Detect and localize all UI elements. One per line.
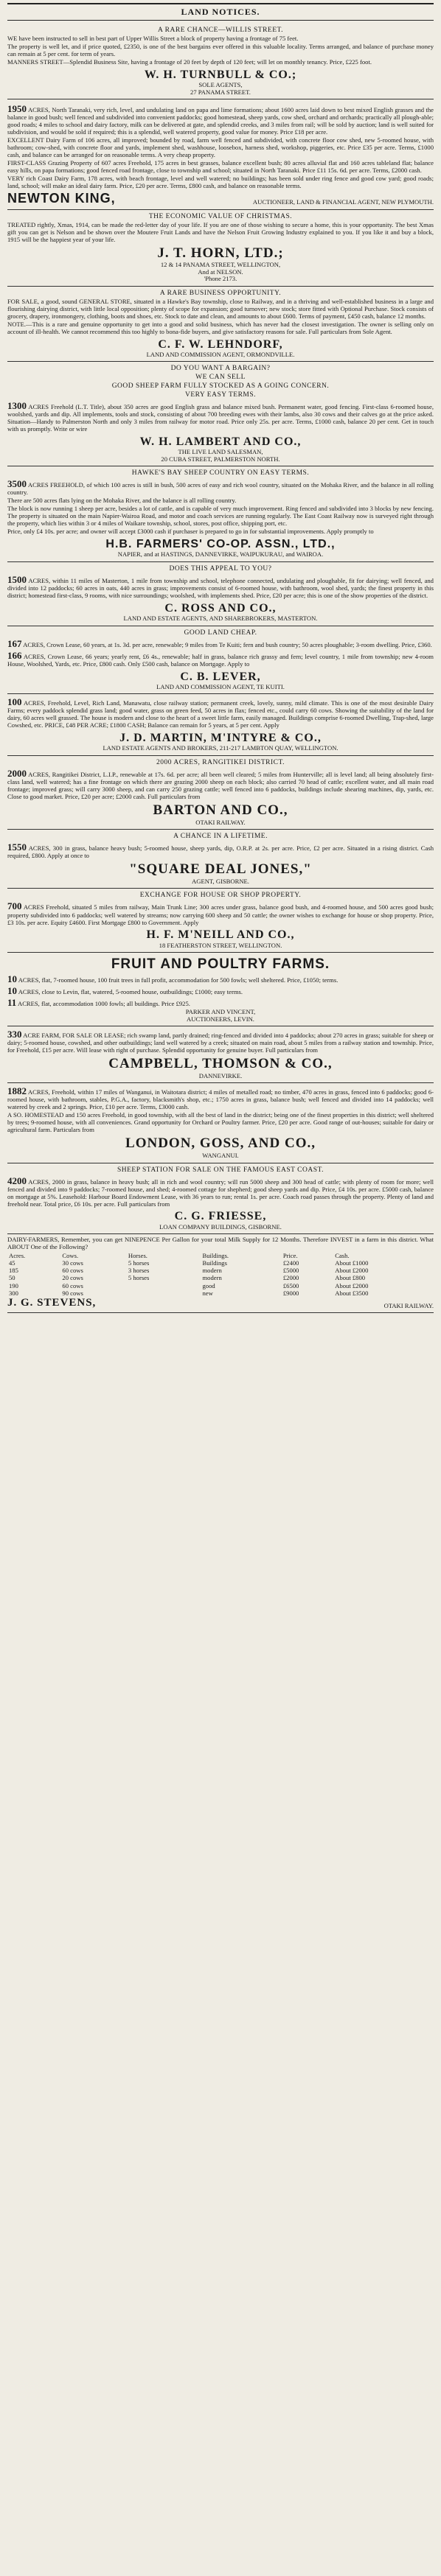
table-header-row [7, 1252, 434, 1259]
col-header: Price. [282, 1252, 298, 1260]
cell [192, 1267, 201, 1274]
agent-address: 12 & 14 PANAMA STREET, WELLINGTON, [160, 261, 281, 269]
agent-name: C. G. FRIESSE, [174, 1210, 267, 1223]
ad-text [7, 1175, 434, 1208]
acreage: 2000 [7, 767, 27, 779]
agent-role: LAND AND ESTATE AGENTS, AND SHAREBROKERS, MASTERTON. [123, 615, 318, 623]
ad-text [7, 400, 434, 433]
col-header: Cows. [62, 1252, 79, 1260]
cell: new [202, 1289, 213, 1297]
agent-name: H. F. M'NEILL AND CO., [146, 928, 295, 942]
agent-name: J. D. MARTIN, M'INTYRE & CO., [119, 732, 322, 745]
ad-headline: SHEEP STATION FOR SALE ON THE FAMOUS EAST COAST. [117, 1166, 324, 1174]
cell: Buildings [202, 1259, 227, 1267]
cell [127, 1282, 193, 1289]
agent-name: C. B. LEVER, [180, 670, 261, 683]
ad-square-deal-jones [7, 830, 434, 889]
ad-campbell-thomson [7, 1026, 434, 1083]
ad-text [7, 985, 434, 996]
cell: 50 [9, 1274, 15, 1282]
ad-headline: THE ECONOMIC VALUE OF CHRISTMAS. [148, 212, 293, 220]
ad-text: Price, only £4 10s. per acre; and owner will accept £3000 cash if purchaser is prepared to go in for substantial improvements. Apply promptly to [7, 528, 374, 536]
cell [192, 1274, 201, 1281]
ad-text [7, 103, 434, 136]
ad-text: ACRES, Freehold, within 17 miles of Wanganui, in Waitotara district; 4 miles of metalled road; no timber, 470 acres in grass, fenced into 6 paddocks; good 6-roomed house, with bathroom, stables, P.G.A., factory, blacksmith's shop, etc.; 1750 acres in grass, balance bush; well fenced and divided into 14 paddocks; well watered by creek and 2 springs. Price, £10 per acre. Terms, £3000 cash. [7, 1088, 434, 1111]
acreage: 4200 [7, 1175, 27, 1186]
ad-barton [7, 756, 434, 830]
agent-name: J. T. HORN, LTD.; [157, 245, 284, 261]
table-row [7, 1289, 434, 1297]
cell: 90 cows [62, 1289, 83, 1297]
agent-address: 27 PANAMA STREET. [190, 88, 251, 96]
agent-address: 18 FEATHERSTON STREET, WELLINGTON. [159, 941, 282, 949]
cell: 45 [9, 1259, 15, 1267]
cell: good [202, 1281, 215, 1289]
acreage: 10 [7, 973, 17, 984]
ad-lambert [7, 362, 434, 466]
ad-london-goss [7, 1083, 434, 1163]
ad-text: DAIRY-FARMERS, Remember, you can get NINEPENCE Per Gallon for your total Milk Supply for 12 Months. Therefore INVEST in a farm in this district. What ABOUT One of the Following? [7, 1236, 434, 1251]
ad-text [7, 638, 434, 649]
cell: 60 cows [62, 1281, 83, 1289]
acreage: 100 [7, 696, 22, 708]
acreage: 167 [7, 637, 22, 649]
table-row [7, 1267, 434, 1274]
cell: £2400 [282, 1259, 299, 1267]
ad-headline: DO YOU WANT A BARGAIN? [170, 365, 271, 373]
acreage: 166 [7, 649, 22, 661]
agent-name: CAMPBELL, THOMSON & CO., [108, 1056, 333, 1072]
cell: 3 horses [128, 1267, 150, 1275]
ad-text: NOTE.—This is a rare and genuine opportunity to get into a good and solid business, which has never had the closest investigation. The owner is selling only on account of ill-health. We cannot recommend this too highly to bona-fide buyers, and give satisfactory reasons for sale. Full particulars from Sole Agent. [7, 320, 434, 335]
ad-hb-farmers [7, 466, 434, 562]
cell: £6500 [282, 1281, 299, 1289]
acreage: 1300 [7, 400, 27, 412]
ad-text: TREATED rightly, Xmas, 1914, can be made the red-letter day of your life. If you are one of those wishing to secure a home, this is your opportunity. The best Xmas gift you can get is Nelson and be shown over the Moutere Fruit Lands and have the Nelson Fruit Growing Industry explained to you. If you like it and buy a block, 1915 will be the happiest year of your life. [7, 220, 434, 243]
ad-headline: A RARE CHANCE—WILLIS STREET. [157, 27, 284, 34]
listing-table [7, 1252, 434, 1297]
cell: £2000 [282, 1274, 299, 1282]
cell: 185 [9, 1267, 18, 1275]
ad-text: A SO. HOMESTEAD and 150 acres Freehold, in good township, with all the best of land in the district; being one of the finest properties in this district; well sheltered by trees; 9-roomed house, with all conveniences. Grand opportunity for Orchard or Poultry farmer. Price, £20 per acre. Good range of out-houses; suitable for dairy or agricultural farm. Particulars from [7, 1111, 434, 1134]
agent-block [7, 1297, 434, 1309]
agent-role: THE LIVE LAND SALESMAN, [178, 448, 263, 456]
ad-headline: DOES THIS APPEAL TO YOU? [169, 564, 272, 573]
acreage: 1550 [7, 841, 27, 853]
ad-text: ACRES FREEHOLD, of which 100 acres is still in bush, 500 acres of easy and rich wool country, situated on the Mohaka River, and the balance in all rolling country. [7, 481, 434, 497]
cell: About £3500 [335, 1289, 369, 1297]
ad-text: ACRES, flat, accommodation 1000 fowls; all buildings. Price £925. [17, 1000, 190, 1008]
col-header: Buildings. [202, 1252, 229, 1260]
ad-headline: GOOD LAND CHEAP. [184, 629, 257, 637]
agent-name: W. H. LAMBERT AND CO., [139, 435, 302, 449]
cell: £5000 [282, 1267, 299, 1275]
ad-headline: A CHANCE IN A LIFETIME. [173, 833, 268, 841]
col-header: Horses. [128, 1252, 147, 1260]
agent-address: OTAKI RAILWAY. [383, 1301, 434, 1309]
cell: 300 [9, 1289, 18, 1297]
table-row [7, 1282, 434, 1289]
ad-lehndorf [7, 287, 434, 362]
acreage: 3500 [7, 478, 27, 490]
agent-address: 20 CUBA STREET, PALMERSTON NORTH. [161, 455, 280, 463]
col-header [192, 1252, 201, 1259]
cell: modern [202, 1267, 222, 1275]
cell: About £2000 [335, 1281, 369, 1289]
page-title: LAND NOTICES. [7, 3, 434, 21]
ad-subheadline: GOOD SHEEP FARM FULLY STOCKED AS A GOING CONCERN. [111, 382, 330, 391]
cell [192, 1259, 201, 1267]
agent-address: WANGANUI. [202, 1152, 239, 1160]
cell: 30 cows [62, 1259, 83, 1267]
agent-block [7, 191, 434, 206]
agent-address: NAPIER, and at HASTINGS, DANNEVIRKE, WAIPUKURAU, and WAIROA. [117, 550, 324, 559]
ad-newton-king [7, 99, 434, 210]
ad-text: ACRES, flat, 7-roomed house, 100 fruit trees in full profit, accommodation for 500 fowls; well sheltered. Price, £1050; terms. [18, 976, 338, 984]
cell: 5 horses [128, 1259, 150, 1267]
ad-text: ACRES Freehold (L.T. Title), about 350 acres are good English grass and balance mixed bush. Permanent water, good fencing. First-class 6-roomed house, woolshed, yards and dip. All implements, tools and stock, consisting of about 700 breeding ewes with their lambs, also 30 cows and their calves go at the price asked. Situation—Handy to Palmerston North and only 3 miles from railway for motor road. Price only 25s. per acre. Terms, £1000 cash, balance 20 per cent. Get in touch with us promptly. Write or wire [7, 403, 434, 433]
agent-name: PARKER AND VINCENT, [185, 1008, 256, 1016]
agent-role: LOAN COMPANY BUILDINGS, GISBORNE. [159, 1222, 282, 1231]
ad-lever [7, 626, 434, 695]
ad-subheadline: WE CAN SELL [195, 374, 246, 382]
ad-horn [7, 210, 434, 287]
ad-friesse [7, 1163, 434, 1235]
ad-text: The block is now running 1 sheep per acre, besides a lot of cattle, and is capable of very much improvement. Ring fenced and subdivided into 3 blocks by new fencing. The property is situated on the main Napier-Wairoa Road, and motor and coach services are running regularly. The East Coast Railway now is surveyed right through the property, which lies within 3 or 4 miles of Waikare township, school, stores, post office, shipping port, etc. [7, 505, 434, 528]
agent-role: LAND AND COMMISSION AGENT, ORMONDVILLE. [146, 350, 295, 358]
ad-text: ACRES Freehold, situated 5 miles from railway, Main Trunk Line; 300 acres under grass, balance good bush, and 4-roomed house, and 500 acres good bush; property subdivided into 6 paddocks; well watered by streams; now carrying 600 sheep and 50 cattle; the owner wishes to exchange for house or shop property. Price, £3 10s. per acre. Equity £4600. First Mortgage £800 to Government. Apply [7, 903, 434, 926]
ad-text: ACRES, Freehold, Level, Rich Land, Manawatu, close railway station; permanent creek, lovely, sunny, mild climate. This is one of the most desirable Dairy Farms; every paddock splendid grass land; good water, grass on green feed, 50 acres in flax; fenced etc., could carry 60 cows. Showing the suitability of the land for dairy, 60 acres well grassed. The house is modern and close to the heart of a sweet little farm, easily managed. Buildings comprise 6-roomed Dwelling, Trap-shed, large Cowshed, etc. PRICE, £48 PER ACRE; £1800 CASH; Balance can remain for 5 years, at 5 per cent. Apply [7, 699, 434, 729]
ad-martin [7, 694, 434, 756]
cell: About £800 [335, 1274, 366, 1282]
ad-text: WE have been instructed to sell in best part of Upper Willis Street a block of property having a frontage of 75 feet. [7, 35, 299, 42]
ad-text [7, 768, 434, 801]
ad-text [7, 973, 434, 984]
ad-text: ACRES, 300 in grass, balance heavy bush; 5-roomed house, sheep yards, dip, O.R.P. at 2s. per acre. Price, £2 per acre. Situated in a rising district. Cash required, £800. Apply at once to [7, 844, 434, 860]
ad-text: ACRES, North Taranaki, very rich, level, and undulating land on papa and lime formations; about 1600 acres laid down to best mixed English grasses and the balance in good bush; well fenced and subdivided into convenient paddocks; good homestead, sheep yards, cow shed, orchard and orchards; practically all plough-able; good roads; 4 miles to school and dairy factory, milk can be delivered at gate, and splendid creeks, and 3 miles from rail; will be sold by auction; land is well suited for subdivision, and would be sold if required; this is a splendid, well watered property, good value for money. Price £18 per acre. [7, 105, 434, 136]
cell: £9000 [282, 1289, 299, 1297]
table-row [7, 1274, 434, 1281]
ad-text: ACRES, Rangitikei District, L.I.P., renewable at 17s. 6d. per acre; all been well cleared; 5 miles from Hunterville; all is level land; all being absolutely first-class land, well watered; has a fine frontage on which there are grazing 2000 sheep on each block; also carried 70 head of cattle; excellent water, and all main road frontage; improved grass; will carry 3000 sheep, and can carry 250 grazing cattle; well fenced into 6 paddocks, buildings include shearing machines, dip, yards, etc. Close to good market. Price, £20 per acre; £2000 cash. Full particulars from [7, 770, 434, 800]
col-header: Cash. [335, 1252, 350, 1260]
cell: 20 cows [62, 1274, 83, 1282]
acreage: 1500 [7, 573, 27, 585]
agent-phone: 'Phone 2173. [204, 275, 237, 283]
agent-address: And at NELSON. [198, 267, 243, 276]
agent-name: LONDON, GOSS, AND CO., [125, 1135, 316, 1152]
agent-role: AUCTIONEER, LAND & FINANCIAL AGENT, NEW PLYMOUTH. [252, 197, 434, 206]
ad-text: FOR SALE, a good, sound GENERAL STORE, situated in a Hawke's Bay township, close to Railway, and in a thriving and well-established business in a large and flourishing dairying district, with little local opposition; plenty of scope for expansion; good turnover; new stock; store fitted with Optional Purchase. Stock consists of grocery, drapery, ironmongery, clothing, boots and shoes, etc. Stock to date and clean, and amounts to about £600. Terms of payment, £450 cash, balance 12 months. [7, 297, 434, 320]
agent-address: DANNEVIRKE. [198, 1071, 243, 1079]
ad-mneill [7, 889, 434, 953]
ad-text: EXCELLENT Dairy Farm of 106 acres, all improved; bounded by road, farm well fenced and subdivided, with concrete floor cow shed, new 5-roomed house, with bathroom; cow-shed, with concrete floor and yards, implement shed, washhouse, loosebox, harness shed, workshop, piggeries, etc. Price £35 per acre. Terms, £1000 cash, and balance can be arranged for on reasonable terms. A very cheap property. [7, 136, 434, 158]
ad-headline: A RARE BUSINESS OPPORTUNITY. [159, 289, 282, 297]
ad-text: ACRES, Crown Lease, 60 years, at 1s. 3d. per acre, renewable; 9 miles from Te Kuiti; fern and bush country; 50 acres ploughable; 3-room dwelling. Price, £360. [23, 640, 432, 648]
ad-text: ACRES, Crown Lease, 66 years; yearly rent, £6 4s., renewable; half in grass, balance rich grassy and fern; level country, 1 mile from township; new 4-room House, Woolshed, Yards, etc. Price, £800 cash. Only £500 cash, balance on Mortgage. Apply to [7, 652, 434, 668]
ad-text [7, 696, 434, 729]
ad-text [7, 478, 434, 497]
ad-subheadline: VERY EASY TERMS. [184, 391, 257, 399]
agent-name: "SQUARE DEAL JONES," [129, 861, 312, 878]
agent-name: C. ROSS AND CO., [164, 601, 277, 615]
ad-text: FIRST-CLASS Grazing Property of 607 acres Freehold, 175 acres in best grasses, balance excellent bush; 80 acres alluvial flat and 160 acres tableland flat; balance easy hills, on papa formations; good fenced road frontage, close to township and school; situated in North Taranaki. Price £11 15s. 6d. per acre. Terms, £2000 cash. [7, 158, 434, 174]
acreage: 11 [7, 997, 17, 1009]
cell: 190 [9, 1281, 18, 1289]
acreage: 10 [7, 985, 17, 996]
agent-name: BARTON AND CO., [153, 802, 288, 818]
ad-text [7, 650, 434, 668]
ad-headline: 2000 ACRES, RANGITIKEI DISTRICT. [156, 758, 285, 766]
acreage: 1882 [7, 1085, 27, 1097]
cell: About £1000 [335, 1259, 369, 1267]
agent-role: AUCTIONEERS, LEVIN. [187, 1015, 254, 1023]
acreage: 1950 [7, 102, 27, 114]
col-header: Acres. [9, 1252, 26, 1260]
ad-headline: EXCHANGE FOR HOUSE OR SHOP PROPERTY. [139, 892, 302, 900]
ad-text: ACRE FARM, FOR SALE OR LEASE; rich swamp land, partly drained; ring-fenced and divided into 4 paddocks; about 270 acres in grass; suitable for sheep or dairy; 5-roomed house, cowshed, and other outbuildings; land well watered by a creek; situated on main road, about 5 miles from a railway station and township. Price, for Freehold, £15 per acre. Will lease with right of purchase. Splendid opportunity for genuine buyer. Full particulars from [7, 1032, 434, 1054]
ad-headline: FRUIT AND POULTRY FARMS. [111, 956, 330, 973]
agent-role: SOLE AGENTS, [198, 81, 243, 89]
ad-text: ACRES, close to Levin, flat, watered, 5-roomed house, outbuildings; £1000; easy terms. [18, 988, 243, 995]
ad-text [7, 841, 434, 860]
agent-role: AGENT, GISBORNE. [192, 878, 249, 886]
ad-text [7, 1029, 434, 1054]
ad-ross [7, 562, 434, 626]
ad-turnbull [7, 24, 434, 99]
ad-text: VERY rich Coast Dairy Farm, 178 acres, with beach frontage, level and well watered; no buildings; has been sold under ring fence and good cow yard; good roads; land, school; will make an ideal dairy farm. Price, £20 per acre. Terms, £800 cash, and balance on reasonable terms. [7, 174, 434, 189]
ad-text: MANNERS STREET—Splendid Business Site, having a frontage of 20 feet by depth of 120 feet; will let on monthly tenancy. Price, £225 foot. [7, 57, 372, 66]
agent-name: NEWTON KING, [7, 190, 116, 206]
acreage: 700 [7, 900, 22, 912]
cell [127, 1289, 193, 1297]
agent-name: H.B. FARMERS' CO-OP. ASSN., LTD., [105, 538, 336, 551]
ad-text [7, 574, 434, 600]
ad-text [7, 900, 434, 926]
ad-text: ACRES, 2000 in grass, balance in heavy bush; all in rich and wool country; will run 5000 sheep and 300 head of cattle; with plenty of room for more; well fenced and divided into 9 paddocks; 7-roomed house, and shed; 4-roomed cottage for shepherd; good sheep yards and dip. Price, £4 10s. per acre. £5000 cash, balance on mortgage at 5%. Leasehold: Harbour Board Endowment Lease, with 36 years to run; rental 1s. per acre. Coach road passes through the property. Plenty of land and freehold near. Total price, £6 10s. per acre. Full particulars from [7, 1177, 434, 1208]
table-row [7, 1259, 434, 1267]
cell: 5 horses [128, 1274, 150, 1282]
agent-name: C. F. W. LEHNDORF, [158, 337, 283, 351]
cell: 60 cows [62, 1267, 83, 1275]
ad-text [7, 1085, 434, 1111]
acreage: 330 [7, 1029, 22, 1040]
ad-text: The property is well let, and if price quoted, £2350, is one of the best bargains ever offered in this valuable locality. Terms arranged, and balance of purchase money can remain at 5 per cent. for term of years. [7, 42, 434, 57]
agent-name: W. H. TURNBULL & CO.; [144, 68, 297, 81]
ad-text: There are 500 acres flats lying on the Mohaka River, and the balance is all rolling country. [7, 497, 237, 505]
cell: About £2000 [335, 1267, 369, 1275]
ad-text [7, 997, 434, 1008]
agent-name: J. G. STEVENS, [7, 1296, 97, 1309]
agent-role: LAND ESTATE AGENTS AND BROKERS, 211-217 LAMBTON QUAY, WELLINGTON. [103, 744, 338, 752]
ad-text: ACRES, within 11 miles of Masterton, 1 mile from township and school, telephone connected, undulating and ploughable, fit for dairying; well fenced, and divided into 12 paddocks; 60 acres in oats, 440 acres in grass; improvements consist of 6-roomed house, with bathroom, wool shed, yards; the finest property in this district; homestead first-class, 9 rooms, with nice surroundings; woolshed, with implements shed. Price, £20 per acre; this is one of the show properties of the district. [7, 576, 434, 599]
agent-address: OTAKI RAILWAY. [195, 818, 246, 826]
ad-headline: HAWKE'S BAY SHEEP COUNTRY ON EASY TERMS. [131, 469, 310, 477]
cell [192, 1289, 201, 1297]
agent-role: LAND AND COMMISSION AGENT, TE KUITI. [156, 682, 285, 690]
cell [192, 1282, 201, 1289]
ad-stevens [7, 1234, 434, 1313]
cell: modern [202, 1274, 222, 1282]
ad-parker-vincent [7, 953, 434, 1026]
